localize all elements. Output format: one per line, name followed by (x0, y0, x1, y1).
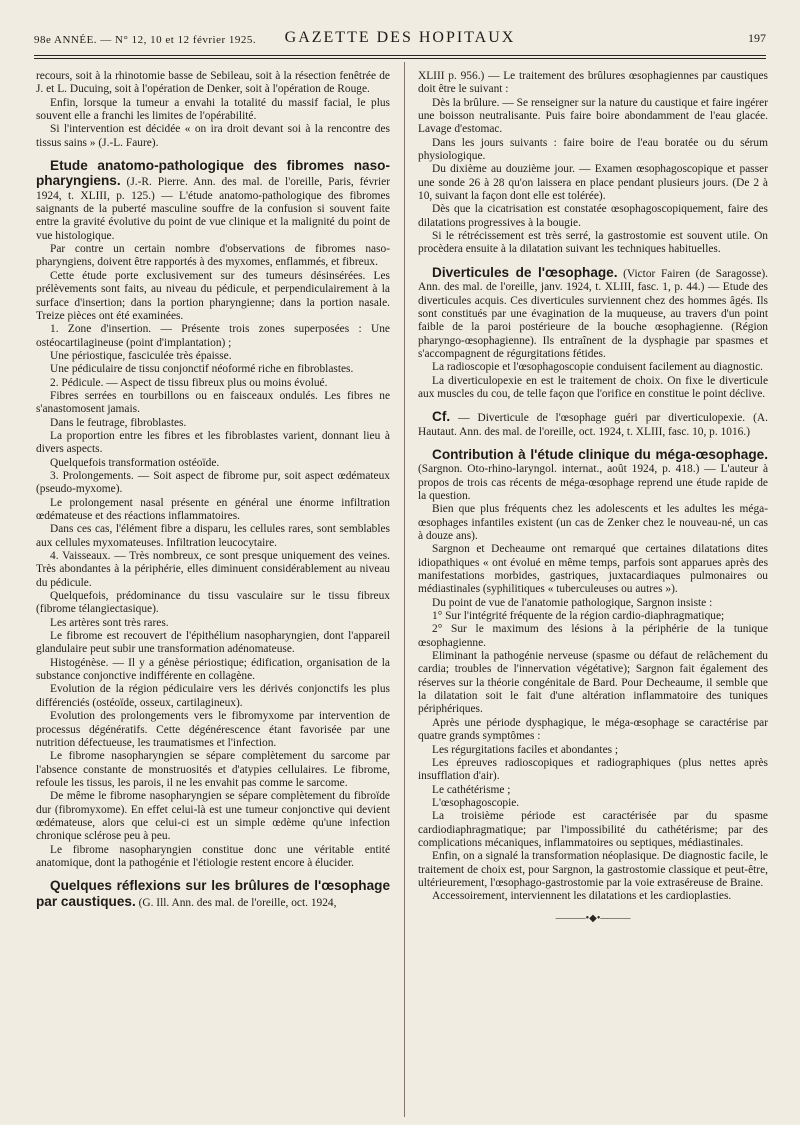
article-reference: (J.-R. Pierre. Ann. des mal. de l'oreille, Paris, février 1924, t. XLIII, p. 125.) — L'étude anatomo-pathologique des fibromes saignants de la puberté masculine souffre de la confusion si souvent faite entre la gravité évolutive du point de vue clinique et la malignité du point de vue histologique. (36, 176, 390, 242)
page-header (34, 29, 766, 51)
paragraph: La proportion entre les fibres et les fibroblastes varient, donnant lieu à divers aspects. (36, 429, 390, 456)
paragraph: Du point de vue de l'anatomie pathologique, Sargnon insiste : (432, 596, 713, 609)
paragraph: La troisième période est caractérisée par du spasme cardiodiaphragmatique; par l'impossibilité du cathétérisme; par des complications mécaniques, inflammatoires ou septiques, médiastinales. (418, 810, 768, 849)
paragraph: Quelquefois, prédominance du tissu vasculaire sur le tissu fibreux (fibrome télangiectasique). (36, 590, 390, 616)
paragraph: Le fibrome est recouvert de l'épithélium nasopharyngien, dont l'appareil glandulaire peut subir une transformation adénomateuse. (36, 630, 390, 656)
paragraph: Evolution de la région pédiculaire vers les dérivés conjonctifs les plus différenciés (ostéoïde, osseux, cartilagineux). (36, 683, 390, 709)
article-reference: — Diverticule de l'œsophage guéri par diverticulopexie. (A. Hautaut. Ann. des mal. de l'oreille, oct. 1924, t. XLIII, fasc. 10, p. 1016.) (418, 412, 768, 438)
article-reference: (Sargnon. Oto-rhino-laryngol. internat., août 1924, p. 418.) — L'auteur à propos de trois cas récents de méga-œsophage reprend une étude rapide de la question. (418, 463, 768, 502)
paragraph: 3. Prolongements. — Soit aspect de fibrome pur, soit aspect œdémateux (pseudo-myxome). (36, 469, 390, 496)
paragraph: 1. Zone d'insertion. — Présente trois zones superposées : Une ostéocartilagineuse (point d'implantation) ; (36, 323, 390, 349)
paragraph: Histogénèse. — Il y a génèse périostique; édification, organisation de la substance conjonctive indifférente en collagène. (36, 656, 390, 683)
paragraph: Si l'intervention est décidée « on ira droit devant soi à la rencontre des tissus sains » (J.-L. Faure). (36, 123, 390, 149)
paragraph: 2° Sur le maximum des lésions à la périphérie de la tunique œsophagienne. (418, 623, 768, 649)
paragraph: Dès que la cicatrisation est constatée œsophagoscopiquement, faire des dilatations progressives à la bougie. (418, 203, 768, 229)
paragraph: Evolution des prolongements vers le fibromyxome par intervention de processus dégénératifs. Cette dégénérescence étant favorisée par une nutrition défectueuse, les traumatismes et l'infection. (36, 710, 390, 749)
page-number: 197 (748, 31, 766, 45)
issue-line: 98e ANNÉE. — N° 12, 10 et 12 février 1925. (34, 34, 257, 46)
article-title: Cf. (432, 409, 451, 425)
paragraph: Le cathétérisme ; (432, 783, 511, 796)
paragraph: Le prolongement nasal présente en général une énorme infiltration œdémateuse et des réactions inflammatoires. (36, 496, 390, 522)
paragraph: Une périostique, fasciculée très épaisse. (50, 349, 232, 362)
article-title: Quelques réflexions sur les brûlures de l'œsophage par caustiques. (36, 878, 390, 909)
paragraph: Les régurgitations faciles et abondantes ; (432, 743, 619, 756)
paragraph: Accessoirement, interviennent les dilatations et les cardioplasties. (432, 890, 732, 903)
paragraph: Dans les jours suivants : faire boire de l'eau boratée ou du sérum physiologique. (418, 136, 768, 163)
article-diverticules (418, 266, 768, 401)
paragraph: recours, soit à la rhinotomie basse de Sebileau, soit à la résection fenêtrée de J. et L. Ducuing, soit à l'opération de Denker, soit à l'opération de Rouge. (36, 70, 390, 96)
paragraph: Eliminant la pathogénie nerveuse (spasme ou défaut de relâchement du cardia; troubles de l'innervation végétative); Sargnon fait également des réserves sur la théorie congénitale de Bard. Pour Decheaume, il semble que la dilatation soit le fait d'une altération inflammatoire des tuniques périphériques. (418, 650, 768, 716)
paragraph: Par contre un certain nombre d'observations de fibromes naso-pharyngiens, doivent être rapportés à des myxomes, enflammés, et fibreux. (36, 243, 390, 269)
article-title: Etude anatomo-pathologique des fibromes naso-pharyngiens. (36, 158, 390, 189)
paragraph: Enfin, on a signalé la transformation néoplasique. De diagnostic facile, le traitement de choix est, pour Sargnon, la gastrostomie classique et peut-être, ultérieurement, l'œsophago-gastrostomie par la voie extraséreuse de Braine. (418, 850, 768, 889)
article-cf (418, 410, 768, 439)
article-brulures (36, 879, 390, 910)
column-divider (404, 62, 405, 1117)
paragraph: 4. Vaisseaux. — Très nombreux, ce sont presque uniquement des veines. Très abondantes à la périphérie, elles diminuent considérablement au niveau du pédicule. (36, 550, 390, 589)
paragraph: Après une période dysphagique, le méga-œsophage se caractérise par quatre grands symptômes : (418, 716, 768, 743)
right-column (418, 70, 768, 1120)
article-reference: (G. Ill. Ann. des mal. de l'oreille, oct. 1924, (138, 896, 337, 909)
left-column (36, 70, 390, 1120)
paragraph: De même le fibrome nasopharyngien se sépare complètement du fibroïde dur (fibromyxome). En effet celui-là est une tumeur conjonctive qui devient œdémateuse, alors que celui-ci est un simple œdème qu'une infection chronique sclérose peu à peu. (36, 790, 390, 843)
paragraph: Dès la brûlure. — Se renseigner sur la nature du caustique et faire ingérer une boisson neutralisante. Puis faire boire abondamment de l'eau glacée. Lavage d'estomac. (418, 96, 768, 136)
header-rule (34, 55, 766, 56)
paragraph: 1° Sur l'intégrité fréquente de la région cardio-diaphragmatique; (432, 610, 725, 623)
paragraph: Du dixième au douzième jour. — Examen œsophagoscopique et passer une sonde 26 à 28 qu'on laissera en place pendant plusieurs jours. (De 2 à 10, suivant la façon dont elle est tolérée). (418, 163, 768, 203)
paragraph: Quelquefois transformation ostéoïde. (50, 456, 220, 469)
paragraph: Une pédiculaire de tissu conjonctif néoformé riche en fibroblastes. (50, 363, 354, 376)
journal-title: GAZETTE DES HOPITAUX (284, 29, 516, 46)
paragraph: Le fibrome nasopharyngien se sépare complètement du sarcome par l'absence constante de monstruosités et d'atypies cellulaires. Le fibrome, refoule les tissus, les parois, il ne les envahit pas comme le sarcome. (36, 750, 390, 789)
article-title: Contribution à l'étude clinique du méga-œsophage. (432, 446, 768, 462)
paragraph: Cette étude porte exclusivement sur des tumeurs désinsérées. Les prélèvements sont faits, au niveau du pédicule, et perpendiculairement à la surface d'insertion; dans la portion pharyngienne; dans la portion nasale. Treize pièces ont été examinées. (36, 269, 390, 322)
paragraph: Fibres serrées en tourbillons ou en faisceaux ondulés. Les fibres ne s'anastomosent jamais. (36, 389, 390, 416)
paragraph: Le fibrome nasopharyngien constitue donc une véritable entité anatomique, dont la pathogénie et l'étiologie restent encore à élucider. (36, 843, 390, 869)
article-title: Diverticules de l'œsophage. (432, 264, 618, 280)
article-mega-oesophage (418, 448, 768, 904)
paragraph: Dans le feutrage, fibroblastes. (50, 416, 187, 429)
paragraph: Les épreuves radioscopiques et radiographiques (plus nettes après insufflation d'air). (418, 756, 768, 783)
paragraph: Bien que plus fréquents chez les adolescents et les adultes les méga-œsophages infantiles existent (un cas de Zenker chez le nouveau-né, un cas à douze ans). (418, 503, 768, 542)
paragraph: Enfin, lorsque la tumeur a envahi la totalité du massif facial, le plus souvent elle a franchi les limites de l'opérabilité. (36, 96, 390, 123)
paragraph: La radioscopie et l'œsophagoscopie conduisent facilement au diagnostic. (432, 361, 764, 374)
paragraph: L'œsophagoscopie. (432, 796, 520, 809)
header-rule-double (34, 58, 766, 59)
paragraph: XLIII p. 956.) — Le traitement des brûlures œsophagiennes par caustiques doit être le suivant : (418, 70, 768, 96)
paragraph: Les artères sont très rares. (50, 616, 169, 629)
article-fibromes (36, 159, 390, 870)
article-reference: (Victor Fairen (de Saragosse). Ann. des mal. de l'oreille, janv. 1924, t. XLIII, fasc. 1, p. 44.) — Etude des diverticules acquis. Ces diverticules surviennent chez des hommes âgés. Ils sont constitués par une évagination de la muqueuse, au travers d'un point faible de la paroi postérieure de la bouche œsophagienne. (Région pharyngo-œsophagienne). Ils entraînent de la dysphagie par spasmes et s'accompagnent de régurgitations fétides. (418, 267, 768, 360)
paragraph: Sargnon et Decheaume ont remarqué que certaines dilatations dites idiopathiques « ont évolué en même temps, parfois sont apparues après des manifestations morbides, gastriques, juxtacardiaques pulmonaires ou médiastinales (syphilitiques « tuberculeuses ou autres »). (418, 543, 768, 596)
end-ornament: ———•◆•——— (555, 912, 631, 924)
paragraph: Si le rétrécissement est très serré, la gastrostomie est souvent utile. On procèdera ensuite à la dilatation suivant les techniques habituelles. (418, 230, 768, 256)
paragraph: Dans ces cas, l'élément fibre a disparu, les cellules rares, sont semblables aux cellules myxomateuses. Infiltration leucocytaire. (36, 523, 390, 549)
paragraph: 2. Pédicule. — Aspect de tissu fibreux plus ou moins évolué. (50, 376, 328, 389)
paragraph: La diverticulopexie en est le traitement de choix. On fixe le diverticule aux muscles du cou, de telle façon que l'orifice en constitue le point déclive. (418, 374, 768, 400)
